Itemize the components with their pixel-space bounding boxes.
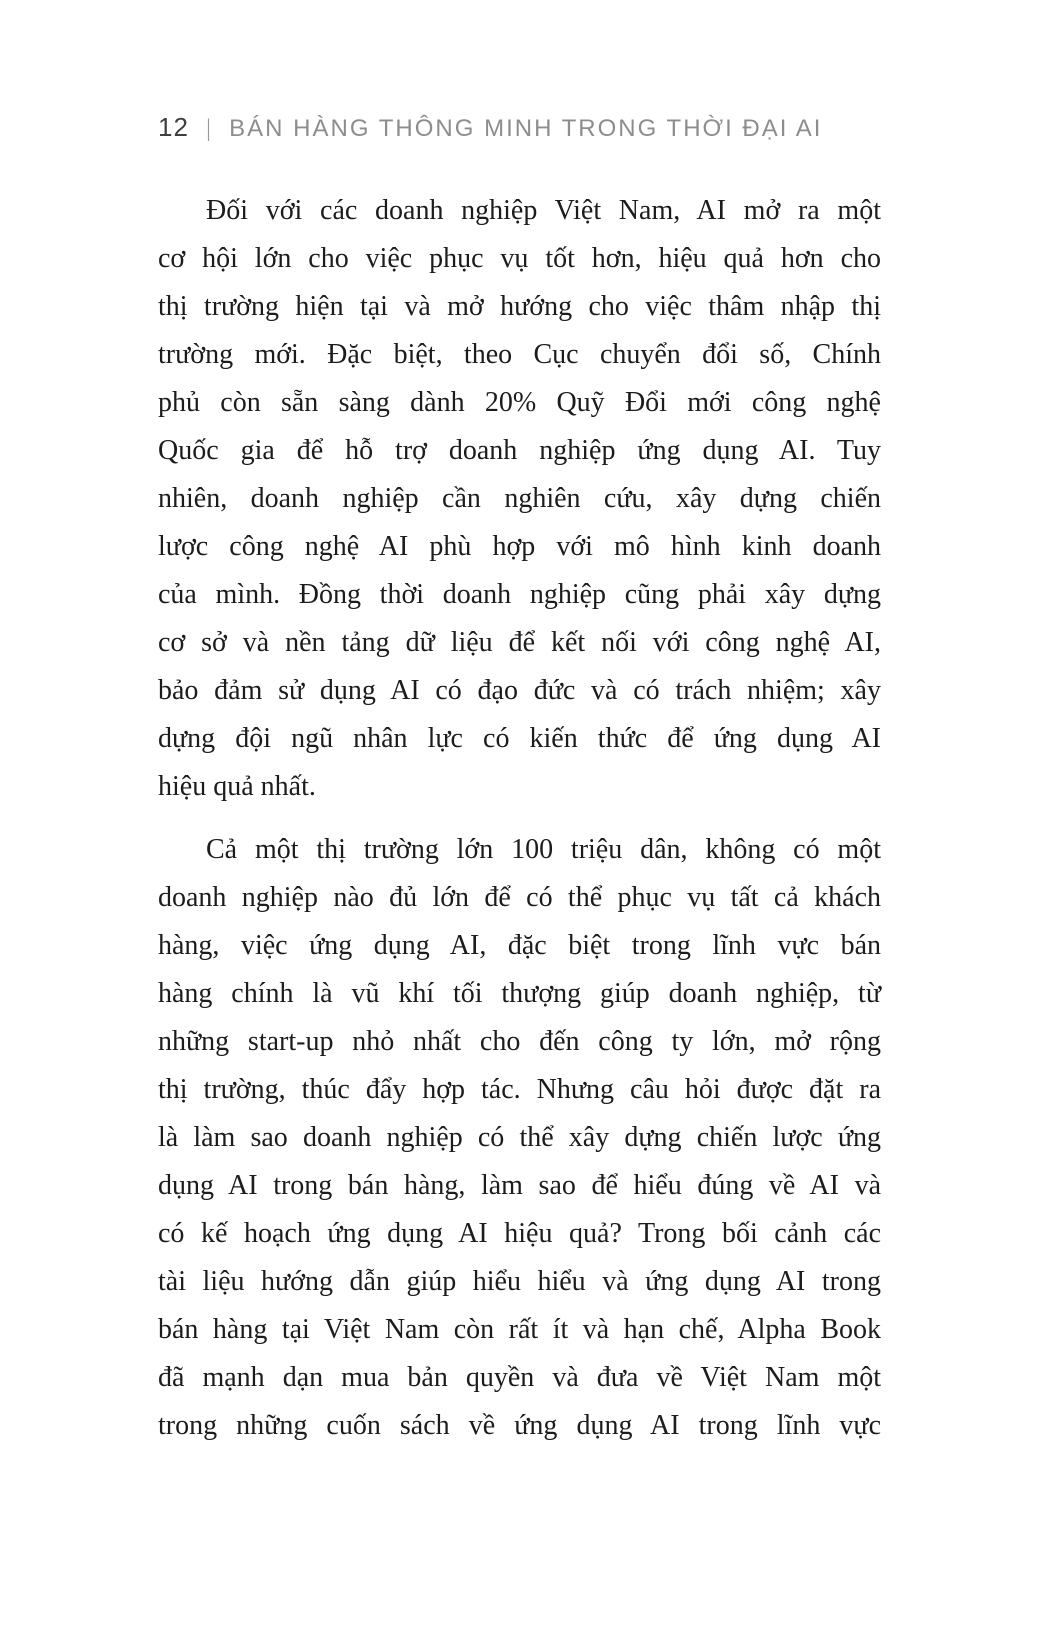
text-line: phủ còn sẵn sàng dành 20% Quỹ Đổi mới công nghệ xyxy=(158,387,881,418)
paragraph-2 xyxy=(158,826,881,1450)
text-line: hiệu quả nhất. xyxy=(158,771,316,802)
text-line: hàng chính là vũ khí tối thượng giúp doanh nghiệp, từ xyxy=(158,978,881,1009)
text-line: đã mạnh dạn mua bản quyền và đưa về Việt Nam một xyxy=(158,1362,881,1393)
header-separator: | xyxy=(206,115,212,142)
text-line: của mình. Đồng thời doanh nghiệp cũng phải xây dựng xyxy=(158,579,881,610)
text-line: hàng, việc ứng dụng AI, đặc biệt trong lĩnh vực bán xyxy=(158,930,881,961)
body-text xyxy=(158,187,881,1450)
text-line: Quốc gia để hỗ trợ doanh nghiệp ứng dụng AI. Tuy xyxy=(158,435,881,466)
page-number: 12 xyxy=(158,112,189,142)
text-line: bảo đảm sử dụng AI có đạo đức và có trách nhiệm; xây xyxy=(158,675,881,706)
text-line: là làm sao doanh nghiệp có thể xây dựng chiến lược ứng xyxy=(158,1122,881,1153)
text-line: thị trường hiện tại và mở hướng cho việc thâm nhập thị xyxy=(158,291,881,322)
text-line: bán hàng tại Việt Nam còn rất ít và hạn chế, Alpha Book xyxy=(158,1314,881,1345)
text-line: tài liệu hướng dẫn giúp hiểu hiểu và ứng dụng AI trong xyxy=(158,1266,881,1297)
text-line: Đối với các doanh nghiệp Việt Nam, AI mở ra một xyxy=(206,195,881,226)
text-line: có kế hoạch ứng dụng AI hiệu quả? Trong bối cảnh các xyxy=(158,1218,881,1249)
text-line: trong những cuốn sách về ứng dụng AI trong lĩnh vực xyxy=(158,1410,881,1441)
text-line: dựng đội ngũ nhân lực có kiến thức để ứng dụng AI xyxy=(158,723,881,754)
text-line: cơ sở và nền tảng dữ liệu để kết nối với công nghệ AI, xyxy=(158,627,881,658)
paragraph-1 xyxy=(158,187,881,811)
text-line: cơ hội lớn cho việc phục vụ tốt hơn, hiệu quả hơn cho xyxy=(158,243,881,274)
running-header xyxy=(158,112,918,143)
text-line: thị trường, thúc đẩy hợp tác. Nhưng câu hỏi được đặt ra xyxy=(158,1074,881,1105)
text-line: lược công nghệ AI phù hợp với mô hình kinh doanh xyxy=(158,531,881,562)
running-title: BÁN HÀNG THÔNG MINH TRONG THỜI ĐẠI AI xyxy=(229,115,823,142)
text-line: doanh nghiệp nào đủ lớn để có thể phục vụ tất cả khách xyxy=(158,882,881,913)
text-line: những start-up nhỏ nhất cho đến công ty lớn, mở rộng xyxy=(158,1026,881,1057)
text-line: dụng AI trong bán hàng, làm sao để hiểu đúng về AI và xyxy=(158,1170,881,1201)
text-line: Cả một thị trường lớn 100 triệu dân, không có một xyxy=(206,834,881,865)
text-line: nhiên, doanh nghiệp cần nghiên cứu, xây dựng chiến xyxy=(158,483,881,514)
text-line: trường mới. Đặc biệt, theo Cục chuyển đổi số, Chính xyxy=(158,339,881,370)
